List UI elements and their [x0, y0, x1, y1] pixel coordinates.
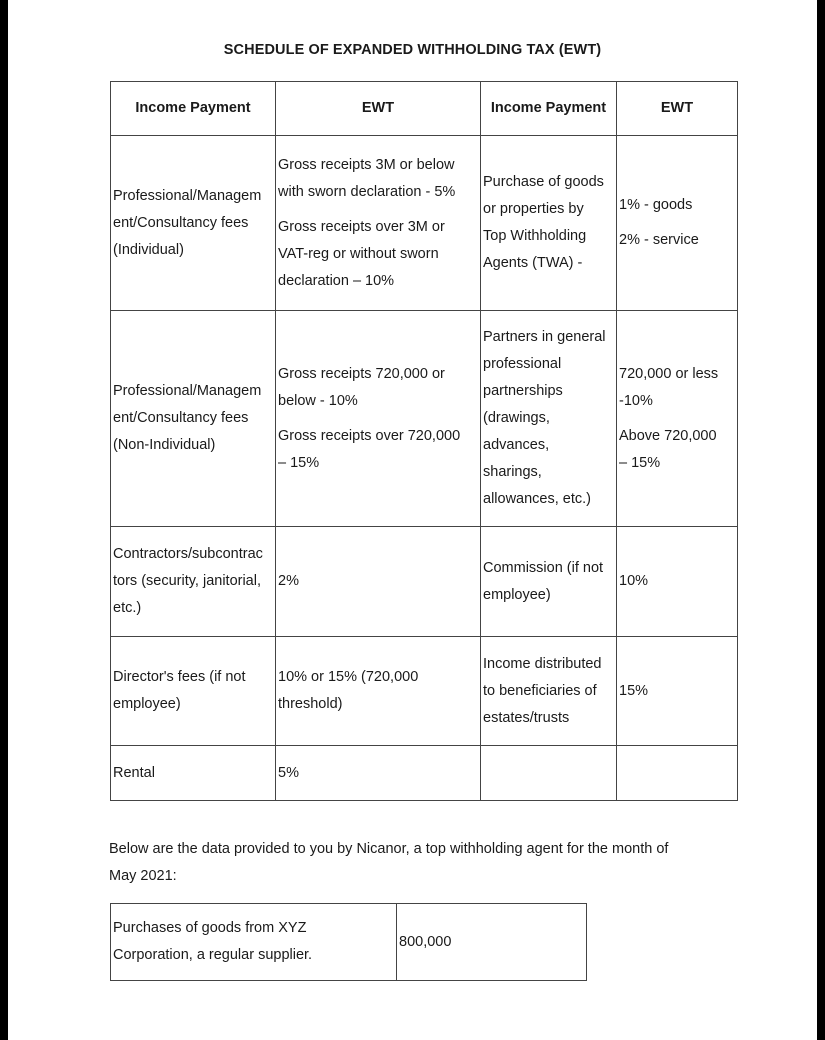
cell-line: tors (security, janitorial,: [113, 573, 261, 589]
cell-line: 15%: [619, 682, 649, 699]
cell-line: Income distributed: [483, 655, 602, 672]
header-ewt: EWT: [276, 82, 481, 136]
income-payment-cell-2: [481, 527, 617, 637]
ewt-rate-cell: [276, 746, 481, 801]
cell-line: (drawings,: [483, 410, 550, 426]
cell-line: employee): [113, 696, 181, 712]
cell-line: 720,000 or less: [619, 365, 719, 382]
cell-line: professional: [483, 356, 562, 372]
cell-line: (Non-Individual): [113, 437, 216, 453]
cell-line: 10%: [619, 573, 649, 589]
right-edge-shadow: [817, 0, 825, 1040]
cell-line: threshold): [278, 696, 343, 712]
income-payment-cell: [111, 136, 276, 311]
ewt-rate-cell-2: [617, 746, 738, 801]
cell-line: allowances, etc.): [483, 491, 591, 507]
cell-line: or properties by: [483, 201, 584, 217]
cell-line: Purchases of goods from XYZ: [113, 920, 307, 936]
cell-line: Commission (if not: [483, 559, 604, 576]
cell-line: (Individual): [113, 241, 184, 258]
cell-line: employee): [483, 586, 551, 603]
cell-line: ent/Consultancy fees: [113, 410, 249, 426]
ewt-rate-cell-2: [617, 311, 738, 527]
table-row: [111, 746, 738, 801]
intro-line: May 2021:: [109, 868, 177, 884]
ewt-rate-cell-2: [617, 527, 738, 637]
ewt-rate-cell-2: [617, 637, 738, 746]
cell-line: VAT-reg or without sworn: [278, 245, 439, 262]
cell-line: – 15%: [619, 454, 661, 471]
cell-line: Gross receipts 3M or below: [278, 156, 455, 173]
cell-line: Gross receipts 720,000 or: [278, 365, 445, 382]
nicanor-data-table: [110, 903, 587, 981]
cell-line: advances,: [483, 437, 550, 453]
income-payment-cell-2: [481, 637, 617, 746]
ewt-rate-cell: [276, 637, 481, 746]
cell-line: Gross receipts over 3M or: [278, 218, 445, 235]
ewt-rate-cell: [276, 311, 481, 527]
cell-line: Above 720,000: [619, 427, 717, 444]
intro-paragraph: [109, 836, 729, 890]
cell-line: etc.): [113, 600, 142, 616]
header-income-payment: Income Payment: [111, 82, 276, 136]
header-income-payment-2: Income Payment: [481, 82, 617, 136]
cell-line: declaration – 10%: [278, 272, 395, 289]
table-row: [111, 527, 738, 637]
header-ewt-2: EWT: [617, 82, 738, 136]
cell-gap: [278, 206, 478, 214]
cell-gap: [619, 415, 735, 423]
cell-line: 2% - service: [619, 232, 699, 248]
cell-line: 1% - goods: [619, 197, 693, 213]
cell-line: Gross receipts over 720,000: [278, 427, 461, 444]
cell-line: 2%: [278, 573, 299, 589]
cell-line: -10%: [619, 392, 653, 409]
purchase-description: [111, 904, 397, 981]
income-payment-cell: [111, 527, 276, 637]
income-payment-cell-2: [481, 136, 617, 311]
cell-line: Corporation, a regular supplier.: [113, 947, 313, 963]
table-row: [111, 637, 738, 746]
cell-gap: [278, 415, 478, 423]
cell-line: sharings,: [483, 464, 542, 480]
table-header-row: [111, 82, 738, 136]
ewt-schedule-table: [110, 81, 738, 801]
ewt-rate-cell-2: [617, 136, 738, 311]
table-row: [111, 136, 738, 311]
cell-line: Contractors/subcontrac: [113, 546, 263, 562]
cell-line: below - 10%: [278, 392, 358, 409]
table-row: [111, 904, 587, 981]
cell-line: Agents (TWA) -: [483, 255, 583, 271]
income-payment-cell-2: [481, 311, 617, 527]
income-payment-cell-2: [481, 746, 617, 801]
cell-line: ent/Consultancy fees: [113, 214, 249, 231]
intro-line: Below are the data provided to you by Nicanor, a top withholding agent for the month of: [109, 841, 669, 857]
cell-line: 5%: [278, 764, 299, 781]
ewt-rate-cell: [276, 136, 481, 311]
cell-line: – 15%: [278, 454, 320, 471]
cell-line: Rental: [113, 764, 155, 781]
cell-line: Professional/Managem: [113, 187, 262, 204]
cell-line: 10% or 15% (720,000: [278, 669, 419, 685]
cell-line: Professional/Managem: [113, 383, 262, 399]
cell-line: with sworn declaration - 5%: [278, 183, 456, 200]
ewt-rate-cell: [276, 527, 481, 637]
cell-line: Top Withholding: [483, 228, 587, 244]
income-payment-cell: [111, 746, 276, 801]
table-row: [111, 311, 738, 527]
cell-line: Partners in general: [483, 329, 606, 345]
cell-line: Purchase of goods: [483, 174, 604, 190]
cell-line: to beneficiaries of: [483, 682, 597, 699]
income-payment-cell: [111, 311, 276, 527]
cell-line: estates/trusts: [483, 709, 570, 726]
purchase-amount: 800,000: [397, 904, 587, 981]
cell-gap: [619, 219, 735, 227]
cell-line: Director's fees (if not: [113, 669, 246, 685]
income-payment-cell: [111, 637, 276, 746]
cell-line: partnerships: [483, 383, 563, 399]
document-title: SCHEDULE OF EXPANDED WITHHOLDING TAX (EWT): [223, 42, 602, 58]
left-edge-shadow: [0, 0, 8, 1040]
